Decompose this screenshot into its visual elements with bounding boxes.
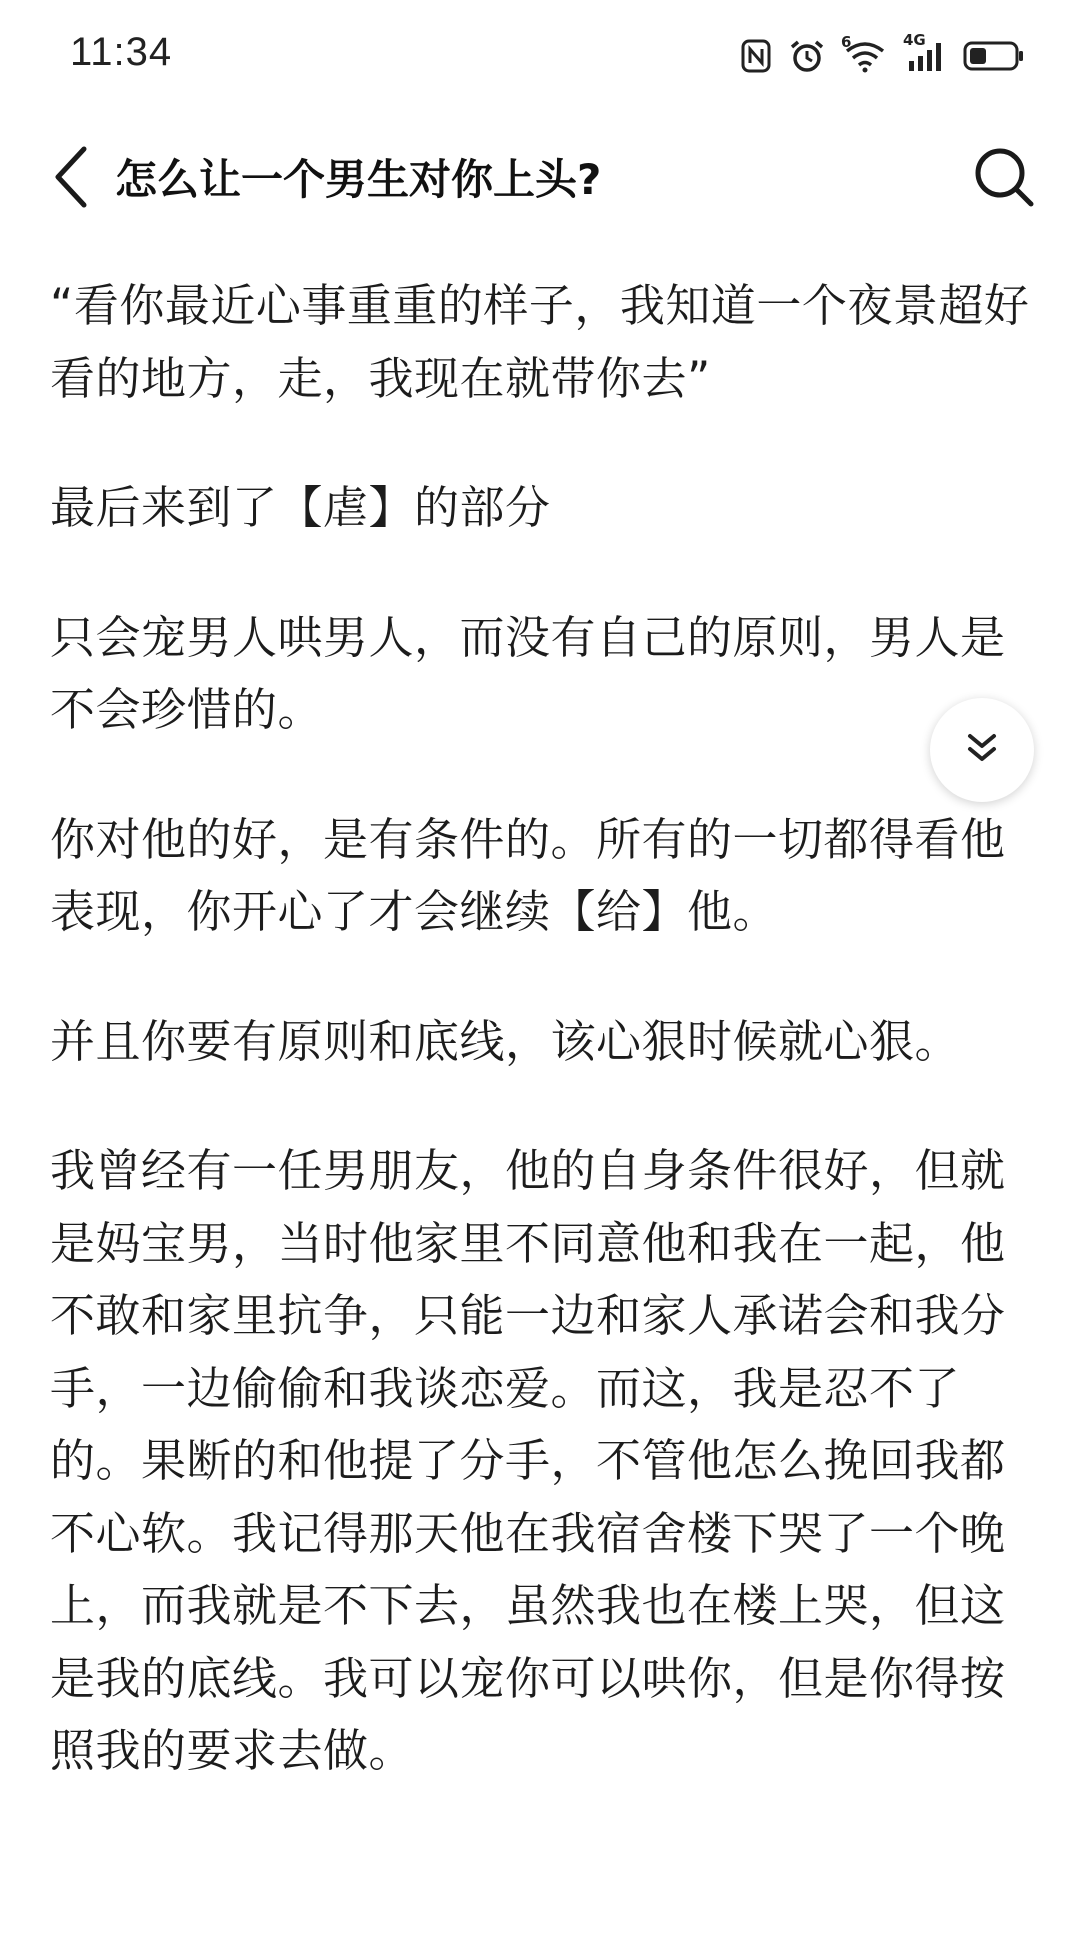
search-button[interactable]: [968, 143, 1040, 215]
battery-icon: [963, 39, 1025, 73]
back-button[interactable]: [40, 139, 100, 219]
scroll-down-button[interactable]: [930, 698, 1034, 802]
status-bar: [0, 0, 1080, 110]
signal-4g-icon: [903, 31, 945, 73]
chevron-left-icon: [50, 145, 90, 213]
search-icon: [973, 146, 1035, 212]
page-title: 怎么让一个男生对你上头?: [115, 155, 602, 204]
header: [0, 125, 1080, 235]
article-body: [50, 270, 1040, 1845]
wifi-6-icon: [841, 33, 887, 73]
status-icons: [741, 31, 1025, 76]
paragraph: 你对他的好，是有条件的。所有的一切都得看他表现，你开心了才会继续【给】他。: [50, 812, 1006, 938]
wifi-badge: 6: [841, 33, 852, 51]
status-time: 11:34: [70, 30, 173, 74]
nfc-icon: [741, 39, 771, 73]
paragraph: 只会宠男人哄男人，而没有自己的原则，男人是不会珍惜的。: [50, 610, 1006, 736]
alarm-icon: [789, 39, 825, 73]
paragraph: “看你最近心事重重的样子，我知道一个夜景超好看的地方，走，我现在就带你去”: [50, 279, 1030, 405]
network-badge: 4G: [903, 31, 926, 49]
paragraph: 我曾经有一任男朋友，他的自身条件很好，但就是妈宝男，当时他家里不同意他和我在一起，他不敢和家里抗争，只能一边和家人承诺会和我分手，一边偷偷和我谈恋爱。而这，我是忍不了的。果断的和他提了分手，不管他怎么挽回我都不心软。我记得那天他在我宿舍楼下哭了一个晚上，而我就是不下去，虽然我也在楼上哭，但这是我的底线。我可以宠你可以哄你，但是你得按照我的要求去做。: [50, 1144, 1006, 1777]
double-chevron-down-icon: [964, 730, 1000, 770]
paragraph: 并且你要有原则和底线，该心狠时候就心狠。: [50, 1014, 961, 1068]
paragraph: 最后来到了【虐】的部分: [50, 481, 551, 534]
